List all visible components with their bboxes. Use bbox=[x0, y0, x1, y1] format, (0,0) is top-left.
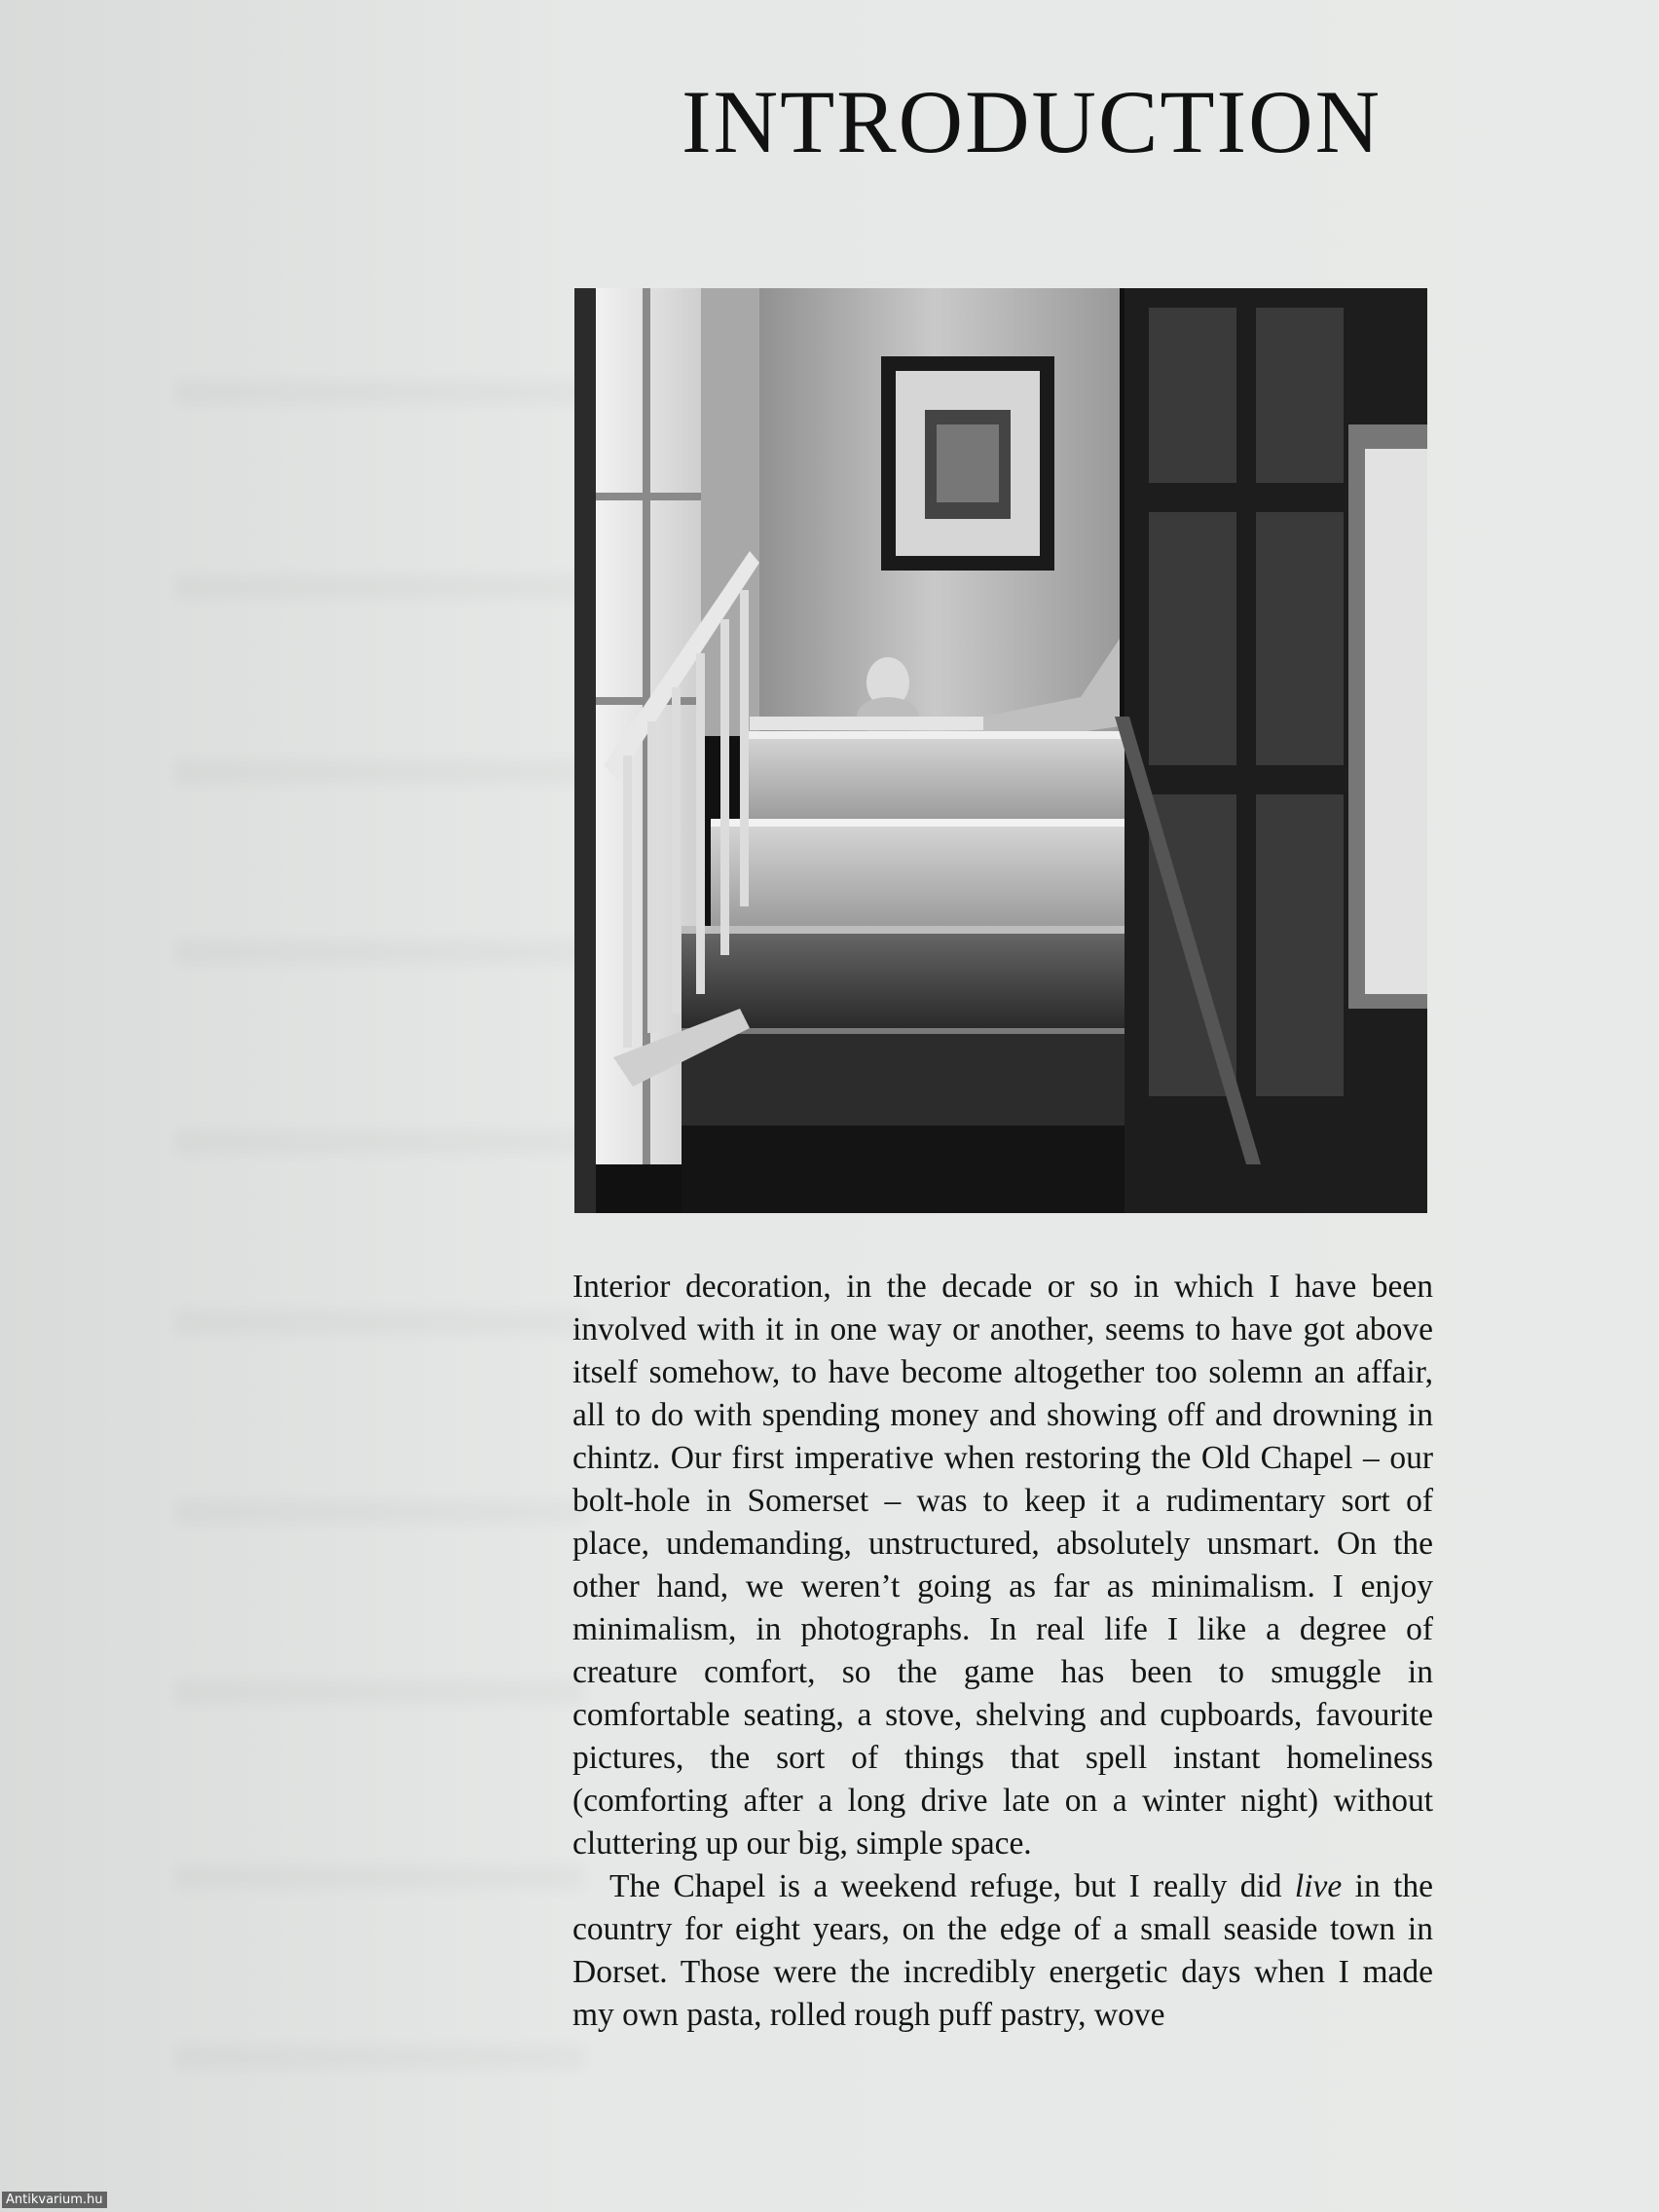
bleed-through-line bbox=[175, 1864, 584, 1890]
bleed-through-line bbox=[175, 759, 584, 785]
bleed-through-line bbox=[175, 380, 584, 405]
staircase-photo bbox=[574, 288, 1427, 1213]
introduction-body bbox=[572, 1266, 1433, 2037]
bleed-through-line bbox=[175, 940, 584, 965]
paragraph-text: The Chapel is a weekend refuge, but I really did bbox=[609, 1868, 1295, 1904]
bleed-through-line bbox=[175, 2045, 584, 2070]
bleed-through-line bbox=[175, 1499, 584, 1525]
paragraph-text: in the country for eight years, on the edge of a small seaside town in Dorset. Those were the incredibly energetic days when I made my own pasta, rolled rough puff pastry, wove bbox=[572, 1868, 1434, 2033]
page-title: INTRODUCTION bbox=[682, 72, 1382, 171]
paragraph: Interior decoration, in the decade or so in which I have been involved with it in one way or another, seems to have got above itself somehow, to have become altogether too solemn an affair, all to do with spending money and showing off and drowning in chintz. Our first imperative when restoring the Old Chapel – our bolt-hole in Somerset – was to keep it a rudimentary sort of place, undemanding, unstructured, absolutely unsmart. On the other hand, we weren’t going as far as minimalism. I enjoy minimalism, in photographs. In real life I like a degree of creature comfort, so the game has been to smuggle in comfortable seating, a stove, shelving and cupboards, favourite pictures, the sort of things that spell instant homeliness (comforting after a long drive late on a winter night) without cluttering up our big, simple space. bbox=[572, 1269, 1433, 1862]
source-watermark: Antikvarium.hu bbox=[2, 2192, 107, 2208]
paragraph bbox=[572, 1865, 1433, 2037]
bleed-through-line bbox=[175, 1129, 584, 1155]
staircase-illustration bbox=[574, 288, 1427, 1213]
bleed-through-line bbox=[175, 574, 584, 600]
bleed-through-line bbox=[175, 1309, 584, 1335]
emphasis-text: live bbox=[1294, 1868, 1343, 1904]
bleed-through-line bbox=[175, 1679, 584, 1705]
